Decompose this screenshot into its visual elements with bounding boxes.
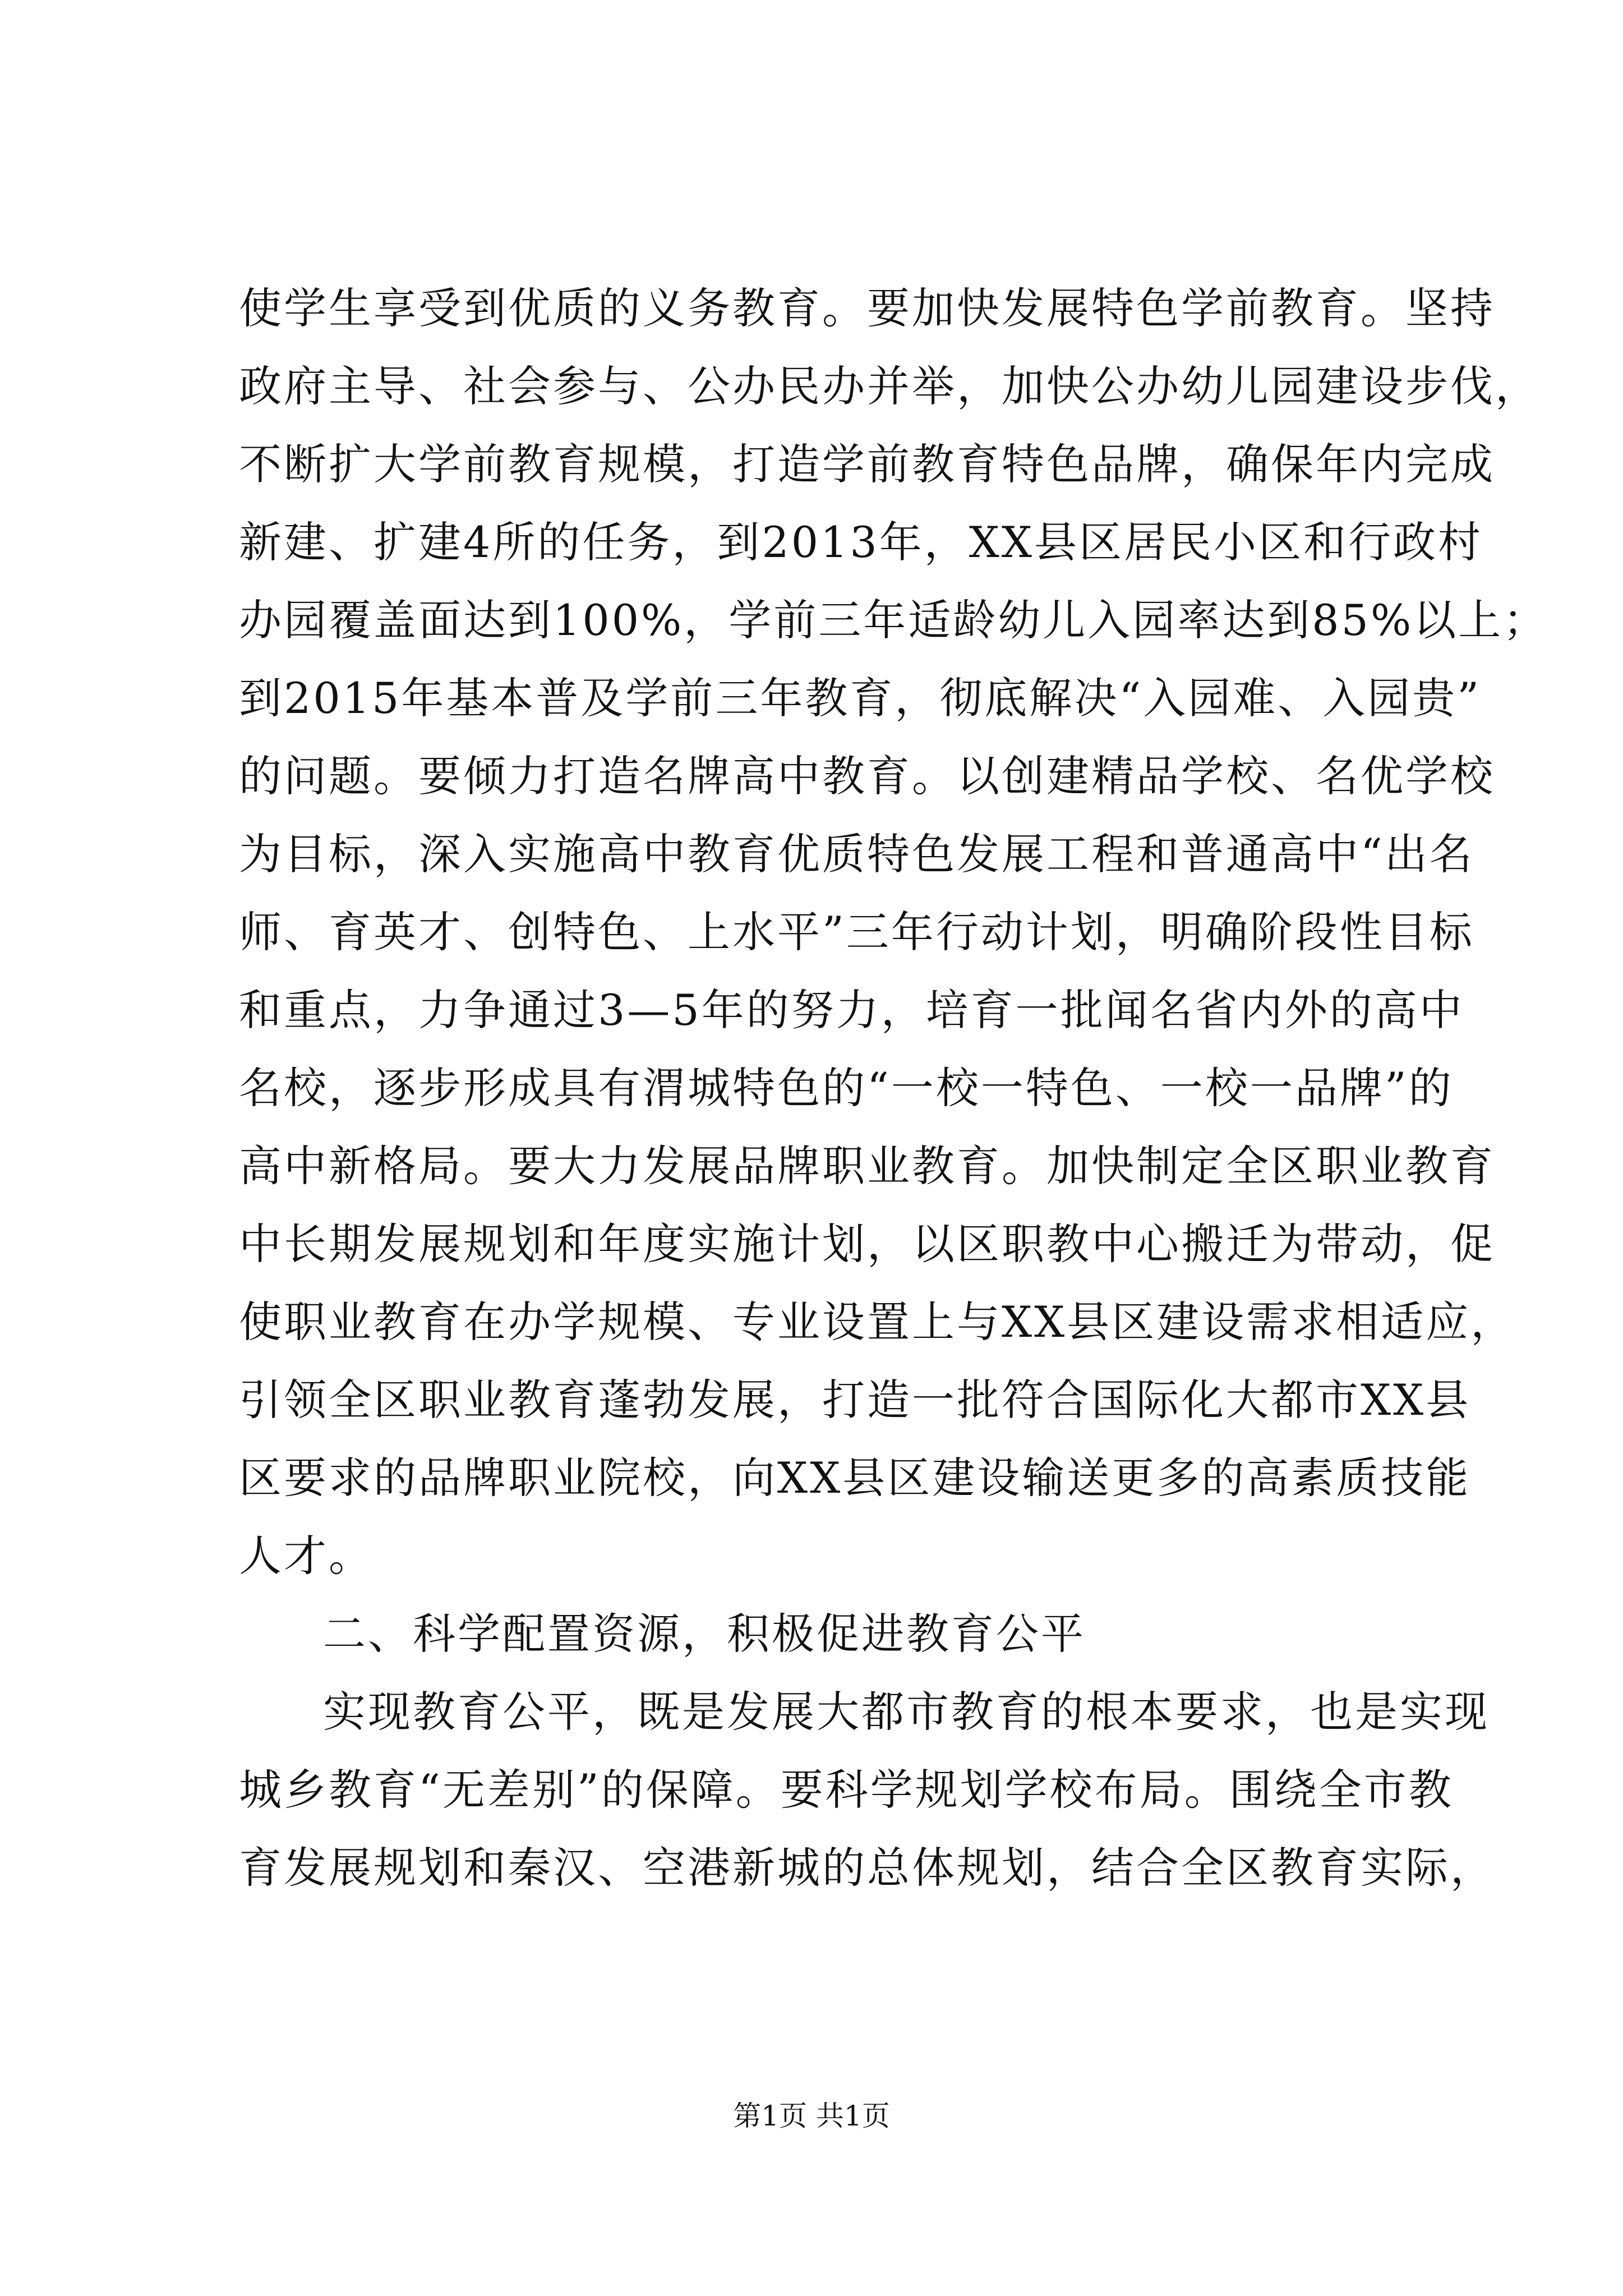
text-line: 新建、扩建4所的任务，到2013年，XX县区居民小区和行政村	[239, 517, 1483, 567]
text-line: 政府主导、社会参与、公办民办并举，加快公办幼儿园建设步伐，	[239, 361, 1540, 411]
text-line: 和重点，力争通过3—5年的努力，培育一批闻名省内外的高中	[239, 985, 1464, 1035]
text-line: 实现教育公平，既是发展大都市教育的根本要求，也是实现	[323, 1687, 1490, 1737]
page-footer: 第1页 共1页	[733, 2100, 890, 2132]
text-line: 育发展规划和秦汉、空港新城的总体规划，结合全区教育实际，	[239, 1843, 1495, 1893]
text-line: 使职业教育在办学规模、专业设置上与XX县区建设需求相适应，	[239, 1297, 1516, 1347]
text-line: 城乡教育“无差别”的保障。要科学规划学校布局。围绕全市教	[239, 1765, 1454, 1815]
text-line: 区要求的品牌职业院校，向XX县区建设输送更多的高素质技能	[239, 1453, 1471, 1503]
text-line: 办园覆盖面达到100%，学前三年适龄幼儿入园率达到85%以上；	[239, 595, 1548, 645]
text-line: 到2015年基本普及学前三年教育，彻底解决“入园难、入园贵”	[239, 673, 1482, 723]
text-line: 中长期发展规划和年度实施计划，以区职教中心搬迁为带动，促	[239, 1219, 1495, 1269]
text-line: 人才。	[239, 1531, 374, 1581]
text-line: 师、育英才、创特色、上水平”三年行动计划，明确阶段性目标	[239, 907, 1474, 957]
text-line: 不断扩大学前教育规模，打造学前教育特色品牌，确保年内完成	[239, 439, 1495, 489]
document-body	[239, 269, 1548, 1907]
text-line: 使学生享受到优质的义务教育。要加快发展特色学前教育。坚持	[239, 283, 1495, 333]
section-heading: 二、科学配置资源，积极促进教育公平	[323, 1609, 1086, 1659]
text-line: 为目标，深入实施高中教育优质特色发展工程和普通高中“出名	[239, 829, 1474, 879]
text-line: 的问题。要倾力打造名牌高中教育。以创建精品学校、名优学校	[239, 751, 1495, 801]
text-line: 高中新格局。要大力发展品牌职业教育。加快制定全区职业教育	[239, 1141, 1495, 1191]
text-line: 名校，逐步形成具有渭城特色的“一校一特色、一校一品牌”的	[239, 1063, 1454, 1113]
text-line: 引领全区职业教育蓬勃发展，打造一批符合国际化大都市XX县	[239, 1375, 1471, 1425]
